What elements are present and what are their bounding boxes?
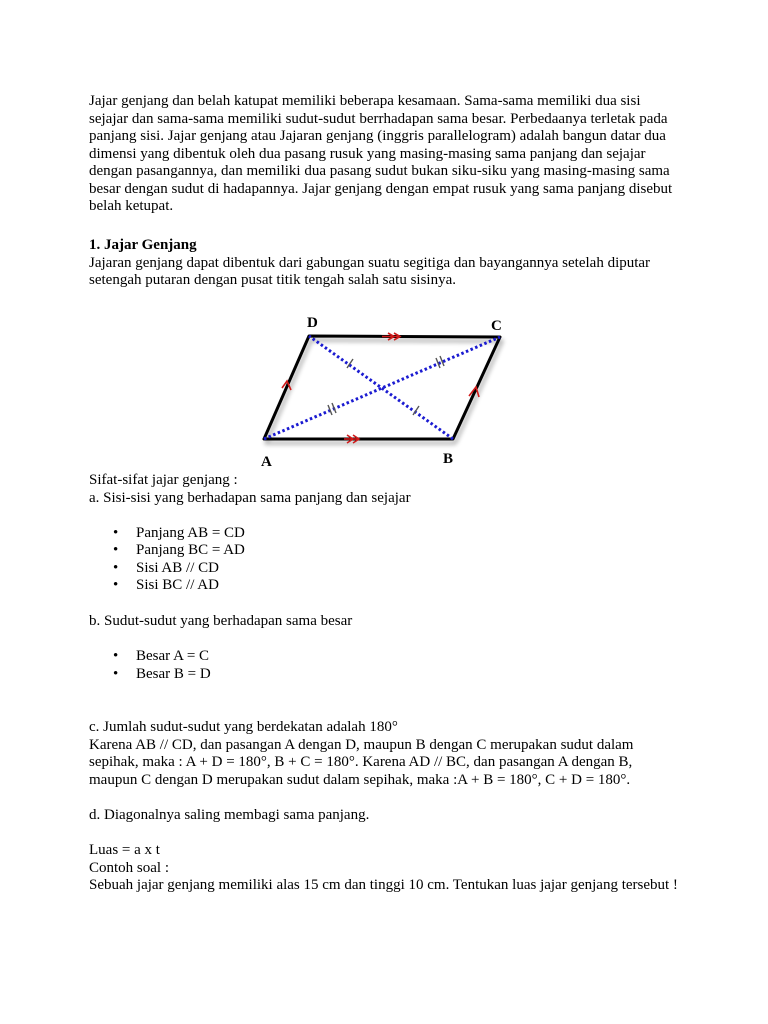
parallelogram-figure (250, 310, 520, 470)
list-item: • Panjang AB = CD (89, 525, 679, 543)
parallelogram-diagram (250, 310, 520, 470)
intro-paragraph: Jajar genjang dan belah katupat memiliki beberapa kesamaan. Sama-sama memiliki dua sisi sejajar dan sama-sama memiliki sudut-sudut berrhadapan sama besar. Perbedaanya terletak pada panjang sisi. Jajar genjang atau Jajaran genjang (inggris parallelogram) adalah bangun datar dua dimensi yang dibentuk oleh dua pasang rusuk yang masing-masing sama panjang dan sejajar dengan pasangannya, dan memiliki dua pasang sudut bukan siku-siku yang masing-masing sama besar dengan sudut di hadapannya. Jajar genjang dengan empat rusuk yang sama panjang disebut belah ketupat. (89, 93, 673, 214)
double-arrow-dc (382, 333, 400, 340)
section-heading-jajar-genjang: 1. Jajar Genjang (89, 237, 197, 253)
property-a-list (89, 525, 679, 595)
property-b-list (89, 648, 679, 683)
properties-title: Sifat-sifat jajar genjang : (89, 472, 238, 488)
list-item: • Panjang BC = AD (89, 542, 679, 560)
vertex-label-c: C (491, 318, 502, 334)
property-c-label: c. Jumlah sudut-sudut yang berdekatan adalah 180° (89, 719, 398, 735)
example-text: Sebuah jajar genjang memiliki alas 15 cm dan tinggi 10 cm. Tentukan luas jajar genjang tersebut ! (89, 877, 678, 893)
section-paragraph: Jajaran genjang dapat dibentuk dari gabungan suatu segitiga dan bayangannya setelah diputar setengah putaran dengan pusat titik tengah salah satu sisinya. (89, 254, 651, 288)
diagonal-tick-marks (328, 356, 444, 415)
property-d-label: d. Diagonalnya saling membagi sama panjang. (89, 807, 370, 823)
property-a-label: a. Sisi-sisi yang berhadapan sama panjang dan sejajar (89, 489, 411, 506)
vertex-label-d: D (307, 315, 318, 331)
property-b-label: b. Sudut-sudut yang berhadapan sama besar (89, 612, 353, 629)
list-item: • Sisi BC // AD (89, 577, 679, 595)
list-item: • Sisi AB // CD (89, 560, 679, 578)
list-item: • Besar A = C (89, 648, 679, 666)
properties-section (89, 472, 679, 895)
parallelogram-sides (264, 336, 500, 439)
vertex-label-a: A (261, 454, 272, 470)
example-label: Contoh soal : (89, 859, 170, 876)
double-arrow-ab (344, 435, 359, 443)
list-item: • Besar B = D (89, 666, 679, 684)
vertex-label-b: B (443, 451, 454, 467)
area-formula: Luas = a x t (89, 842, 160, 858)
property-c-text: Karena AB // CD, dan pasangan A dengan D, maupun B dengan C merupakan sudut dalam sepihak, maka : A + D = 180°, B + C = 180°. Karena AD // BC, dan pasangan A dengan B, maupun C dengan D merupakan sudut dalam sepihak, maka :A + B = 180°, C + D = 180°. (89, 736, 634, 788)
diagonal-bd (309, 336, 453, 439)
